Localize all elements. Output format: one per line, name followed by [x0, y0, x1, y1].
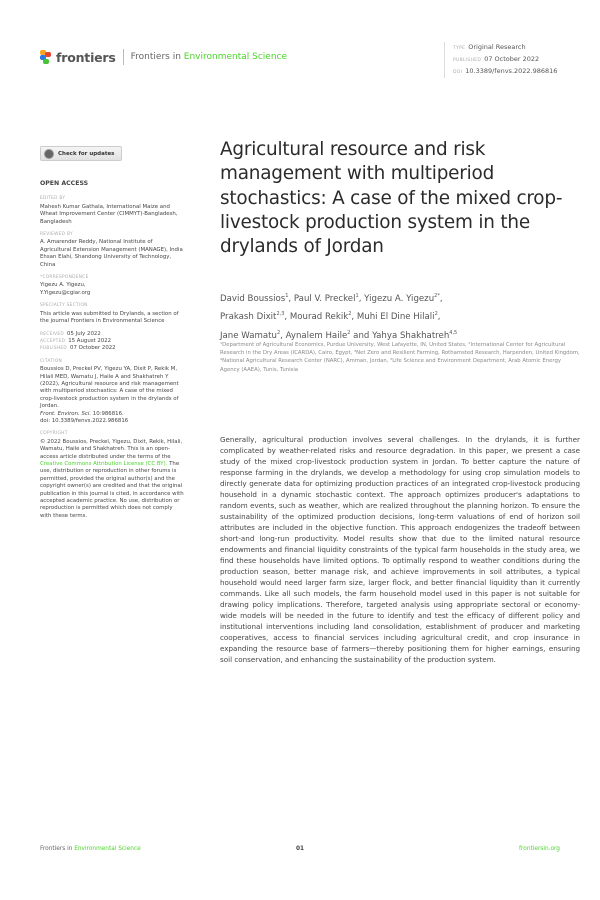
citation-doi[interactable]: doi: 10.3389/fenvs.2022.986816 [40, 417, 129, 424]
accepted-value: 15 August 2022 [68, 337, 112, 344]
author-list: David Boussios$^1$, Paul V. Preckel$^1$, Yigezu A. Yigezu$^{2*}$, Prakash Dixit$^{2,3}$, Mourad Rekik$^2$, Muhi El Dine Hilali$^2$, Jane Wamatu$^2$, Aynalem Haile$^2$ and Yahya Shakhatreh$^{4,5}$ [220, 293, 458, 341]
article-meta [444, 42, 557, 78]
article-title: Agricultural resource and risk management with multiperiod stochastics: A case of the mixed crop-livestock production system in the drylands of Jordan [220, 139, 563, 258]
author[interactable]: Mourad Rekik$^2$ [289, 311, 352, 323]
author[interactable]: Paul V. Preckel$^1$ [293, 293, 359, 304]
author[interactable]: Jane Wamatu$^2$ [220, 329, 281, 341]
received-label: RECEIVED [40, 331, 65, 337]
brand-name: frontiers [56, 49, 116, 65]
doi-label: DOI [453, 70, 463, 75]
abstract: Generally, agricultural production involves several challenges. In the drylands, it is further complicated by weather-related risks and resource degradation. In this paper, we present a case study of the mixed crop-livestock production system in Jordan. To better capture the nature of response farming in the drylands, we develop a methodology for using crop simulation models to directly generate data for optimizing production practices of an integrated crop-livestock producing household in a dynamic stochastic context. The approach optimizes producer's adaptations to random events, such as weather, which are realized throughout the planning horizon. To ensure the sustainability of the optimized production decisions, long-term valuations of end of horizon soil attributes are included in the objective function. This approach endogenizes the tradeoff between short-and long-run productivity. Model results show that due to the limited natural resource endowments and financial liquidity constraints of the typical farm households in the study area, we find these households have limited options. To optimally respond to weather conditions during the production season, better manage risk, and achieve improvements in soil attributes, a typical household would need larger farm size, larger flock, and better financial liquidity than it currently commands. Like all such models, the farm household model used in this paper is not suitable for drawing policy implications. Therefore, targeted analysis using appropriate sectoral or economy-wide models will be needed in the future to identify and test the efficacy of different policy and institutional interventions including land consolidation, establishment of producer and marketing cooperatives, access to financial services including agricultural credit, and crop insurance in expanding the resource base of farmers—thereby positioning them for higher earnings, ensuring soil conservation, and enhancing the sustainability of the production system. [220, 435, 580, 664]
author[interactable]: Muhi El Dine Hilali$^2$ [356, 311, 438, 323]
author[interactable]: David Boussios$^1$ [220, 293, 289, 304]
copyright-label: COPYRIGHT [40, 431, 68, 437]
frontiers-logo-icon [40, 50, 52, 64]
refresh-icon [44, 149, 54, 159]
edited-by-label: EDITED BY [40, 196, 66, 202]
author-affiliation-mark: 2,3 [276, 311, 285, 318]
published-row [40, 345, 185, 352]
author-affiliation-mark: 4,5 [449, 329, 458, 336]
sidebar [40, 180, 185, 520]
copyright-text [40, 439, 185, 520]
journal-name[interactable] [131, 52, 287, 62]
citation-label: CITATION [40, 358, 63, 364]
author-affiliation-mark: 1 [285, 293, 289, 299]
published-label: PUBLISHED [40, 346, 68, 352]
citation-volume: 10:986816. [92, 410, 124, 417]
page-header [40, 43, 560, 75]
correspondence-label: *CORRESPONDENCE [40, 275, 89, 281]
correspondence-name: Yigezu A. Yigezu, [40, 282, 86, 289]
page-number: 01 [296, 846, 305, 852]
received-value: 05 July 2022 [67, 330, 101, 337]
author-affiliation-mark: 2 [276, 329, 281, 336]
author[interactable]: Yigezu A. Yigezu$^{2*}$ [364, 293, 440, 304]
published-value: 07 October 2022 [484, 55, 540, 63]
type-label: TYPE [453, 46, 466, 51]
author[interactable]: Aynalem Haile$^2$ [285, 329, 351, 341]
open-access-heading: OPEN ACCESS [40, 180, 89, 187]
correspondence-email[interactable]: Y.Yigezu@cgiar.org [40, 289, 91, 296]
copyright-pre: © 2022 Boussios, Preckel, Yigezu, Dixit, Rekik, Hilali, Wamatu, Haile and Shakhatreh. This is an open-access article distributed under the terms of the [40, 438, 183, 460]
specialty-label: SPECIALTY SECTION [40, 303, 88, 309]
author-affiliation-mark: 2 [434, 311, 438, 318]
journal-prefix: Frontiers in [130, 52, 181, 62]
check-for-updates-button[interactable] [40, 146, 122, 161]
published-label: PUBLISHED [453, 58, 482, 63]
header-divider [123, 49, 124, 65]
footer-journal-prefix: Frontiers in [40, 846, 73, 852]
author-affiliation-mark: 2 [347, 329, 351, 336]
accepted-row [40, 338, 185, 345]
check-updates-label: Check for updates [58, 150, 115, 157]
doi-link[interactable]: 10.3389/fenvs.2022.986816 [465, 67, 558, 75]
affiliations: ¹Department of Agricultural Economics, Purdue University, West Lafayette, IN, United States, ²International Center for Agricultural Research in the Dry Areas (ICARDA), Cairo, Egypt, ³Net Zero and Resilient Farming, Rothamsted Research, Harpenden, United Kingdom, ⁴National Agricultural Research Center (NARC), Amman, Jordan, ⁵Life Science and Environment Department, Arab Atomic Energy Agency (AAEA), Tunis, Tunisia [220, 342, 580, 373]
copyright-post: The use, distribution or reproduction in other forums is permitted, provided the original author(s) and the copyright owner(s) are credited and that the original publication in this journal is cited, in accordance with accepted academic practice. No use, distribution or reproduction is permitted which does not comply with these terms. [40, 461, 184, 519]
reviewed-by-label: REVIEWED BY [40, 232, 73, 238]
citation-text: Boussios D, Preckel PV, Yigezu YA, Dixit P, Rekik M, Hilali MED, Wamatu J, Haile A and Shakhatreh Y (2022), Agricultural resource and risk management with multiperiod stochastics: A case of the mixed crop-livestock production system in the drylands of Jordan. [40, 366, 179, 410]
citation-journal: Front. Environ. Sci. [40, 410, 92, 417]
footer-site-link[interactable]: frontiersin.org [518, 846, 560, 852]
journal-field: Environmental Science [183, 52, 288, 62]
cc-by-license-link[interactable]: Creative Commons Attribution License (CC BY). [40, 461, 168, 467]
editor: Mahesh Kumar Gathala, International Maize and Wheat Improvement Center (CIMMYT)-Bangladesh, Bangladesh [40, 203, 178, 225]
author[interactable]: Prakash Dixit$^{2,3}$ [220, 311, 285, 323]
published-value: 07 October 2022 [70, 345, 116, 352]
author-affiliation-mark: 1 [355, 293, 359, 299]
footer-journal-field: Environmental Science [74, 846, 141, 852]
reviewer: A. Amarender Reddy, National Institute of Agricultural Extension Management (MANAGE), India [40, 239, 183, 253]
footer-journal[interactable] [40, 846, 141, 852]
reviewer: Ehsan Elahi, Shandong University of Technology, China [40, 254, 172, 268]
frontiers-logo[interactable] [40, 49, 287, 65]
author[interactable]: Yahya Shakhatreh$^{4,5}$ [372, 329, 458, 341]
specialty-text: This article was submitted to Drylands, a section of the journal Frontiers in Environmental Science [40, 310, 179, 325]
accepted-label: ACCEPTED [40, 338, 66, 344]
author-affiliation-mark: 2* [434, 293, 440, 299]
received-row [40, 331, 185, 338]
type-value: Original Research [468, 43, 526, 51]
author-affiliation-mark: 2 [348, 311, 352, 318]
